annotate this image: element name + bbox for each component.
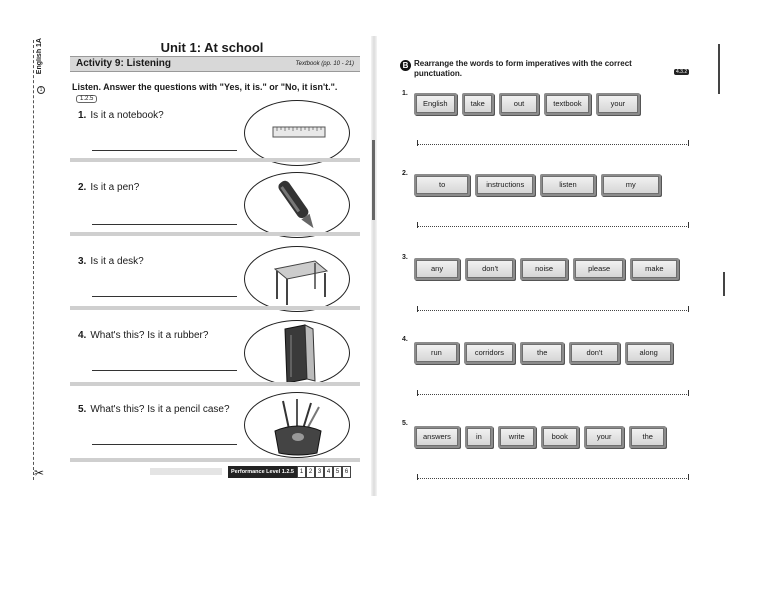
word-text: run [416,344,457,362]
word-text: take [464,95,492,113]
item-number: 4. [402,336,408,343]
standard-badge: 4.3.2 [676,69,688,75]
word-text: my [603,176,659,194]
word-card[interactable] [464,342,515,364]
word-card[interactable] [584,426,625,448]
performance-level [228,466,351,478]
book-label: English 1A [36,38,43,75]
word-text: the [522,344,562,362]
margin-circle: 1 [37,86,45,94]
page-edge-bar [723,272,725,296]
question-4-picture [244,320,350,386]
word-card[interactable] [625,342,673,364]
word-card[interactable] [414,93,457,115]
level-box[interactable]: 5 [333,466,342,478]
word-card[interactable] [414,426,460,448]
level-box[interactable]: 3 [315,466,324,478]
word-card[interactable] [414,174,470,196]
word-card[interactable] [462,93,494,115]
word-card[interactable] [475,174,535,196]
question-1 [78,110,164,121]
instructions [72,82,362,103]
word-text: write [500,428,534,446]
desk-icon [245,247,351,313]
question-3-picture [244,246,350,312]
question-text: What's this? Is it a pencil case? [90,404,230,415]
question-1-picture [244,100,350,166]
question-5 [78,404,230,415]
fold-mark [372,140,375,220]
level-box[interactable]: 1 [297,466,306,478]
word-text: don't [467,260,513,278]
task-letter-icon: B [400,60,411,71]
standard-badge: 1.2.5 [76,95,97,103]
word-text: answers [416,428,458,446]
rearrange-worksheet [392,52,712,492]
pen-icon [245,173,351,239]
word-text: out [501,95,537,113]
question-number: 5. [78,404,87,415]
word-card[interactable] [596,93,641,115]
question-number: 1. [78,110,87,121]
level-box[interactable]: 4 [324,466,333,478]
separator [70,458,360,462]
word-card[interactable] [544,93,590,115]
word-text: noise [522,260,566,278]
book-icon [245,321,351,387]
word-text: along [627,344,671,362]
task-instructions: Rearrange the words to form imperatives with the correct punctuation. [414,59,632,78]
item-number: 3. [402,254,408,261]
word-text: your [598,95,639,113]
textbook-reference: Textbook (pp. 10 - 21) [295,61,354,67]
answer-line-2[interactable] [417,224,689,227]
scissors-icon: ✂ [34,466,45,480]
separator [70,232,360,236]
question-2 [78,182,139,193]
separator [70,158,360,162]
pencil-case-icon [245,393,351,459]
separator [70,382,360,386]
word-card[interactable] [498,426,536,448]
word-text: the [631,428,663,446]
word-text: your [586,428,623,446]
word-row-4 [414,342,673,364]
question-text: What's this? Is it a rubber? [90,330,209,341]
answer-line-5[interactable] [92,444,237,445]
answer-line-1[interactable] [417,142,689,145]
word-card[interactable] [540,174,596,196]
word-row-2 [414,174,661,196]
item-number: 1. [402,90,408,97]
word-card[interactable] [465,426,493,448]
answer-line-1[interactable] [92,150,237,151]
word-card[interactable] [629,426,665,448]
separator [70,306,360,310]
answer-line-2[interactable] [92,224,237,225]
item-number: 2. [402,170,408,177]
answer-line-5[interactable] [417,476,689,479]
answer-line-4[interactable] [92,370,237,371]
answer-line-3[interactable] [92,296,237,297]
question-5-picture [244,392,350,458]
unit-title: Unit 1: At school [160,40,264,55]
word-text: corridors [466,344,513,362]
activity-header [70,56,360,72]
activity-title: Activity 9: Listening [76,58,172,69]
item-number: 5. [402,420,408,427]
word-row-1 [414,93,640,115]
question-number: 3. [78,256,87,267]
word-card[interactable] [499,93,539,115]
word-card[interactable] [541,426,579,448]
word-text: listen [542,176,594,194]
listening-worksheet [62,34,362,494]
word-text: please [575,260,623,278]
word-card[interactable] [520,342,564,364]
word-card[interactable] [630,258,678,280]
page-edge-mark [718,44,723,94]
page-fold [371,36,377,496]
word-card[interactable] [601,174,661,196]
instructions-text: Listen. Answer the questions with "Yes, it is." or "No, it isn't.". [72,82,338,92]
word-text: textbook [546,95,588,113]
word-text: instructions [477,176,533,194]
word-card[interactable] [414,258,460,280]
word-text: make [632,260,676,278]
question-number: 2. [78,182,87,193]
level-box[interactable]: 6 [342,466,351,478]
word-card[interactable] [465,258,515,280]
word-card[interactable] [414,342,459,364]
question-text: Is it a notebook? [90,110,164,121]
answer-line-3[interactable] [417,308,689,311]
faded-bar [150,468,222,475]
word-text: any [416,260,458,278]
cut-line [33,40,34,480]
word-text: to [416,176,468,194]
question-text: Is it a desk? [90,256,144,267]
word-text: book [543,428,577,446]
word-text: in [467,428,491,446]
word-row-3 [414,258,679,280]
word-text: English [416,95,455,113]
performance-label: Performance Level 1.2.5 [228,466,297,478]
word-card[interactable] [520,258,568,280]
question-number: 4. [78,330,87,341]
word-card[interactable] [569,342,619,364]
question-3 [78,256,144,267]
level-box[interactable]: 2 [306,466,315,478]
word-card[interactable] [573,258,625,280]
question-4 [78,330,208,341]
word-row-5 [414,426,666,448]
question-text: Is it a pen? [90,182,140,193]
question-2-picture [244,172,350,238]
answer-line-4[interactable] [417,392,689,395]
word-text: don't [571,344,617,362]
